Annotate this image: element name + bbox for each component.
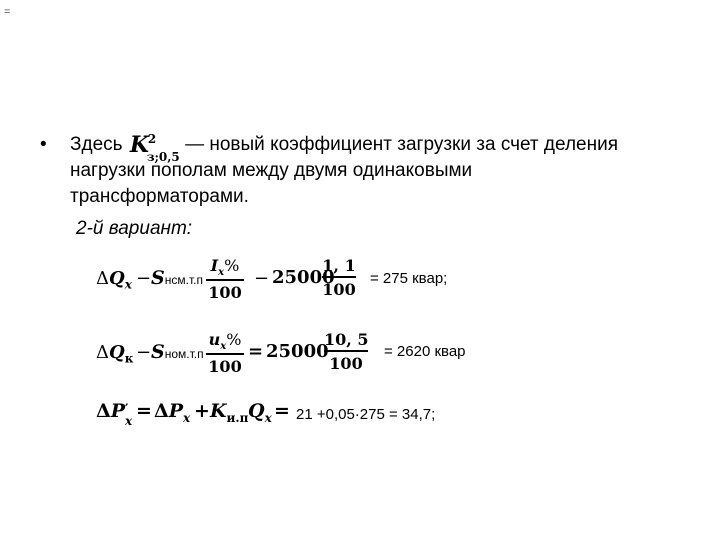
bullet-marker: • [40,134,47,155]
symbol-subscript: з;0,5 [146,150,180,164]
fraction2-numerator: 10, 5 [324,330,369,349]
formula2-equals: = [248,341,264,362]
formula3-equals-2: = [274,400,290,422]
s-subscript: ном.т.п [164,347,204,361]
q-subscript: x [264,410,272,425]
formula1-minus-2: − [254,268,270,289]
delta-symbol: Δ [96,268,109,289]
s-subscript: нсм.т.п [164,273,203,287]
formula2-fraction-2 [324,330,368,373]
formula1-fraction-1 [206,256,244,302]
s-symbol: S [151,267,165,289]
p-symbol: P [110,400,126,422]
q-symbol: Q [109,268,125,289]
q-symbol: Q [109,342,125,363]
s-symbol: S [151,341,165,363]
formula3-q [248,400,272,425]
corner-mark: = [4,6,11,18]
fraction1-numerator: $u_x\%$ [208,330,242,353]
formula3-result: 21 +0,05·275 = 34,7; [296,406,436,423]
formula-active-loss [96,400,476,434]
delta-symbol: Δ [154,400,169,422]
paragraph-line1-rest: новый коэффициент загрузки за счет деления [209,134,618,155]
formula3-plus: + [194,400,210,422]
formula2-minus: − [136,342,152,363]
formula2-s [151,341,204,363]
p-subscript: x [183,410,191,425]
paragraph-line-1 [70,132,618,164]
fraction1-numerator: $I_x\%$ [210,256,240,279]
symbol-superscript: 2 [147,132,157,146]
p-symbol: P [168,400,184,422]
delta-symbol: Δ [96,342,109,363]
fraction1-bar [206,279,244,281]
q-subscript: x [124,277,132,292]
paragraph-line-2: нагрузки пополам между двумя одинаковыми [70,160,473,181]
symbol-base: K [129,132,149,158]
formula2-result: = 2620 квар [384,343,466,360]
p-prime: ′ [125,402,129,417]
k-symbol: K [210,400,227,422]
formula1-result: = 275 квар; [370,270,448,287]
formula1-lhs [96,268,132,292]
paragraph-dash: — [185,134,205,155]
paragraph-line-3: трансформаторами. [70,186,249,207]
formula3-k [210,400,248,425]
formula3-delta-p [154,400,190,425]
fraction1-bar [206,353,244,355]
q-subscript: к [124,351,134,366]
formula2-constant: 25000 [266,341,329,362]
k-subscript: и.п [226,410,249,425]
fraction1-denominator: 100 [208,283,242,303]
formula2-fraction-1 [206,330,244,376]
formula1-s [151,267,203,289]
formula1-minus: − [136,268,152,289]
fraction2-numerator: 1, 1 [322,256,356,275]
paragraph-prefix: Здесь [70,134,123,155]
fraction2-bar [322,276,356,278]
formula2-lhs [96,342,133,366]
fraction2-denominator: 100 [322,280,356,299]
load-coefficient-symbol [128,132,180,164]
formula3-lhs [96,400,135,428]
q-symbol: Q [248,400,265,422]
formula3-equals: = [136,400,152,422]
variant-heading: 2-й вариант: [76,218,193,239]
fraction2-denominator: 100 [329,354,363,373]
formula1-constant: 25000 [272,267,335,288]
fraction2-bar [324,350,368,352]
formula-reactive-loss-short-circuit [96,330,496,376]
formula-reactive-loss-no-load [96,256,476,302]
delta-symbol: Δ [96,400,111,422]
p-subscript: x [125,414,133,428]
fraction1-denominator: 100 [208,357,242,377]
formula1-fraction-2 [322,256,356,299]
